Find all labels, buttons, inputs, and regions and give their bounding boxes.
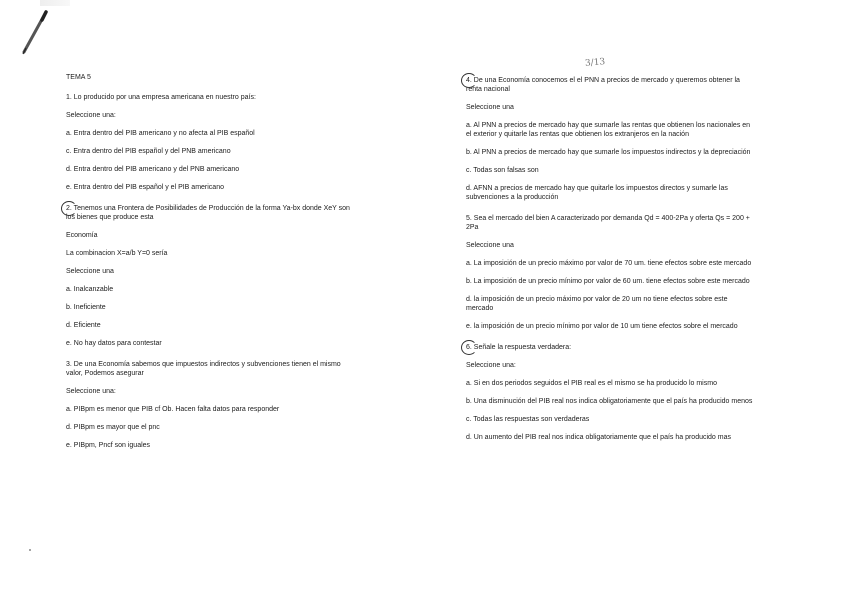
question-2-option-d[interactable]: d. Eficiente: [66, 322, 101, 329]
handwritten-circle-mark: [461, 340, 477, 355]
question-2-stem-line-2: los bienes que produce esta: [66, 214, 154, 221]
question-6-option-a[interactable]: a. Si en dos periodos seguidos el PIB real es el mismo se ha producido lo mismo: [466, 380, 717, 387]
question-4-option-b[interactable]: b. Al PNN a precios de mercado hay que sumarle los impuestos indirectos y la depreciación: [466, 149, 751, 156]
question-4-select-label: Seleccione una: [466, 104, 514, 111]
question-4-option-a-line-1[interactable]: a. Al PNN a precios de mercado hay que sumarle las rentas que obtienen los nacionales en: [466, 122, 751, 129]
question-5-option-e[interactable]: e. la imposición de un precio mínimo por valor de 10 um tiene efectos sobre el mercado: [466, 323, 738, 330]
handwritten-circle-mark: [61, 201, 77, 216]
question-5-option-d-line-2[interactable]: mercado: [466, 305, 494, 312]
question-1-option-a[interactable]: a. Entra dentro del PIB americano y no afecta al PIB español: [66, 130, 255, 137]
question-5-stem-line-1: 5. Sea el mercado del bien A caracterizado por demanda Qd = 400-2Pa y oferta Qs = 200 +: [466, 215, 750, 222]
question-6-option-c[interactable]: c. Todas las respuestas son verdaderas: [466, 416, 590, 423]
question-4-option-c[interactable]: c. Todas son falsas son: [466, 167, 539, 174]
question-6-stem: 6. Señale la respuesta verdadera:: [466, 343, 766, 352]
question-2-option-b[interactable]: b. Ineficiente: [66, 304, 106, 311]
question-1-option-e[interactable]: e. Entra dentro del PIB español y el PIB americano: [66, 184, 224, 191]
question-5: [466, 214, 766, 331]
question-1-stem: 1. Lo producido por una empresa americana en nuestro país:: [66, 94, 256, 101]
question-3-select-label: Seleccione una:: [66, 388, 116, 395]
question-1-option-c[interactable]: c. Entra dentro del PIB español y del PNB americano: [66, 148, 231, 155]
right-column: [466, 76, 766, 451]
question-6-option-b[interactable]: b. Una disminución del PIB real nos indica obligatoriamente que el país ha producido menos: [466, 398, 753, 405]
question-2-stem-line-1: 2. Tenemos una Frontera de Posibilidades de Producción de la forma Ya-bx donde XeY son: [66, 204, 366, 213]
question-1-option-d[interactable]: d. Entra dentro del PIB americano y del PNB americano: [66, 166, 240, 173]
question-4: [466, 76, 766, 202]
question-5-option-b[interactable]: b. La imposición de un precio mínimo por valor de 60 um. tiene efectos sobre este mercado: [466, 278, 750, 285]
question-3-stem-line-1: 3. De una Economía sabemos que impuestos indirectos y subvenciones tienen el mismo: [66, 361, 341, 368]
question-6: [466, 343, 766, 442]
topic-title: TEMA 5: [66, 74, 91, 81]
question-2-option-e[interactable]: e. No hay datos para contestar: [66, 340, 162, 347]
question-1: [66, 93, 366, 192]
question-6-select-label: Seleccione una:: [466, 362, 516, 369]
question-1-select-label: Seleccione una:: [66, 112, 116, 119]
question-2-select-label: Seleccione una: [66, 268, 114, 275]
question-5-stem-line-2: 2Pa: [466, 224, 479, 231]
question-6-option-d[interactable]: d. Un aumento del PIB real nos indica obligatoriamente que el país ha producido mas: [466, 434, 731, 441]
question-4-stem-line-1: 4. De una Economía conocemos el el PNN a precios de mercado y queremos obtener la: [466, 76, 766, 85]
page-number: 3/13: [584, 57, 606, 69]
question-5-select-label: Seleccione una: [466, 242, 514, 249]
pen-icon: [20, 8, 50, 58]
handwritten-circle-mark: [461, 73, 477, 88]
question-4-option-d-line-2[interactable]: subvenciones a la producción: [466, 194, 559, 201]
question-3-stem-line-2: valor, Podemos asegurar: [66, 370, 144, 377]
question-3-option-e[interactable]: e. PIBpm, Pncf son iguales: [66, 442, 151, 449]
question-5-option-a[interactable]: a. La imposición de un precio máximo por valor de 70 um. tiene efectos sobre este mercado: [466, 260, 752, 267]
scan-dot: [29, 549, 31, 551]
question-4-option-a-line-2[interactable]: el exterior y quitarle las rentas que obtienen los extranjeros en la nación: [466, 131, 689, 138]
question-3: [66, 360, 366, 450]
question-2-option-a[interactable]: a. Inalcanzable: [66, 286, 114, 293]
question-2-statement: La combinacion X=a/b Y=0 sería: [66, 250, 168, 257]
question-3-option-d[interactable]: d. PIBpm es mayor que el pnc: [66, 424, 160, 431]
question-2-context: Economía: [66, 232, 98, 239]
question-4-stem-line-2: renta nacional: [466, 86, 510, 93]
question-5-option-d-line-1[interactable]: d. la imposición de un precio máximo por valor de 20 um no tiene efectos sobre este: [466, 296, 728, 303]
question-4-option-d-line-1[interactable]: d. AFNN a precios de mercado hay que quitarle los impuestos directos y sumarle las: [466, 185, 728, 192]
question-2: [66, 204, 366, 348]
scan-smudge: [40, 0, 70, 6]
left-column: [66, 73, 366, 459]
question-3-option-a[interactable]: a. PIBpm es menor que PIB cf Ob. Hacen falta datos para responder: [66, 406, 280, 413]
